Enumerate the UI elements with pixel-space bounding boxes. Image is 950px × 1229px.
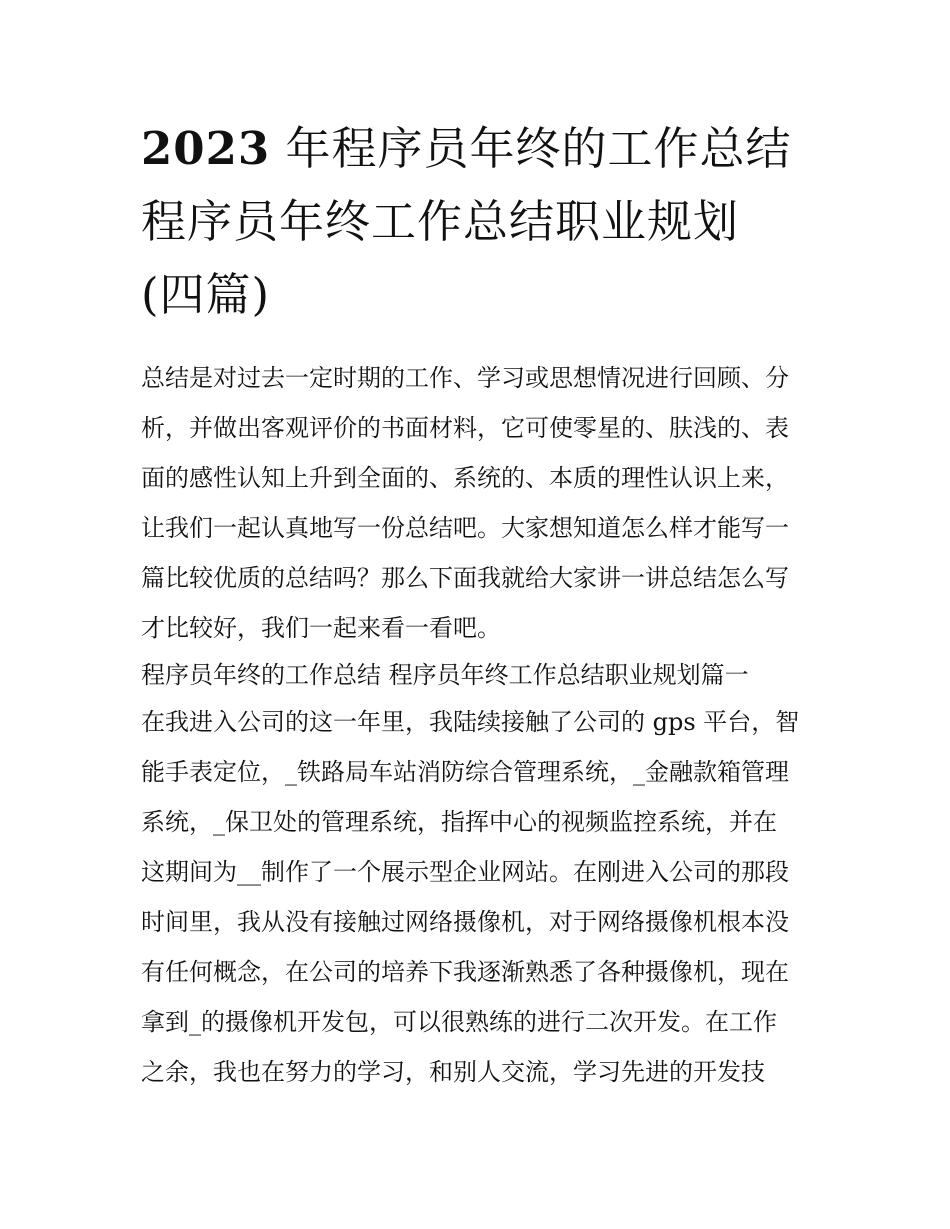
title-line-1 <box>141 112 831 185</box>
section-paragraph-line: 有任何概念，在公司的培养下我逐渐熟悉了各种摄像机，现在 <box>141 958 789 986</box>
section-paragraph-line: 时间里，我从没有接触过网络摄像机，对于网络摄像机根本没 <box>141 908 789 936</box>
intro-paragraph-line: 总结是对过去一定时期的工作、学习或思想情况进行回顾、分 <box>141 364 789 392</box>
section-paragraph-line: 能手表定位，_铁路局车站消防综合管理系统，_金融款箱管理 <box>141 758 789 786</box>
section-paragraph-line: 在我进入公司的这一年里，我陆续接触了公司的 gps 平台，智 <box>141 708 800 736</box>
title-line-3: (四篇) <box>141 268 271 321</box>
intro-paragraph-line: 篇比较优质的总结吗？那么下面我就给大家讲一讲总结怎么写 <box>141 564 789 592</box>
document-title <box>141 112 831 331</box>
section-paragraph-line: 系统，_保卫处的管理系统，指挥中心的视频监控系统，并在 <box>141 808 777 836</box>
intro-paragraph-line: 才比较好，我们一起来看一看吧。 <box>141 614 501 642</box>
section-heading: 程序员年终的工作总结 程序员年终工作总结职业规划篇一 <box>141 661 749 689</box>
title-line-2: 程序员年终工作总结职业规划 <box>141 195 740 248</box>
section-paragraph-line: 之余，我也在努力的学习，和别人交流，学习先进的开发技 <box>141 1058 765 1086</box>
intro-paragraph-line: 面的感性认知上升到全面的、系统的、本质的理性认识上来， <box>141 464 789 492</box>
intro-paragraph-line: 析，并做出客观评价的书面材料，它可使零星的、肤浅的、表 <box>141 414 789 442</box>
intro-paragraph-line: 让我们一起认真地写一份总结吧。大家想知道怎么样才能写一 <box>141 514 789 542</box>
section-paragraph-line: 拿到_的摄像机开发包，可以很熟练的进行二次开发。在工作 <box>141 1008 777 1036</box>
section-paragraph-line: 这期间为__制作了一个展示型企业网站。在刚进入公司的那段 <box>141 858 789 886</box>
title-year: 2023 <box>141 122 271 175</box>
document-body <box>141 353 821 1097</box>
title-line-1-text: 年程序员年终的工作总结 <box>270 122 792 175</box>
